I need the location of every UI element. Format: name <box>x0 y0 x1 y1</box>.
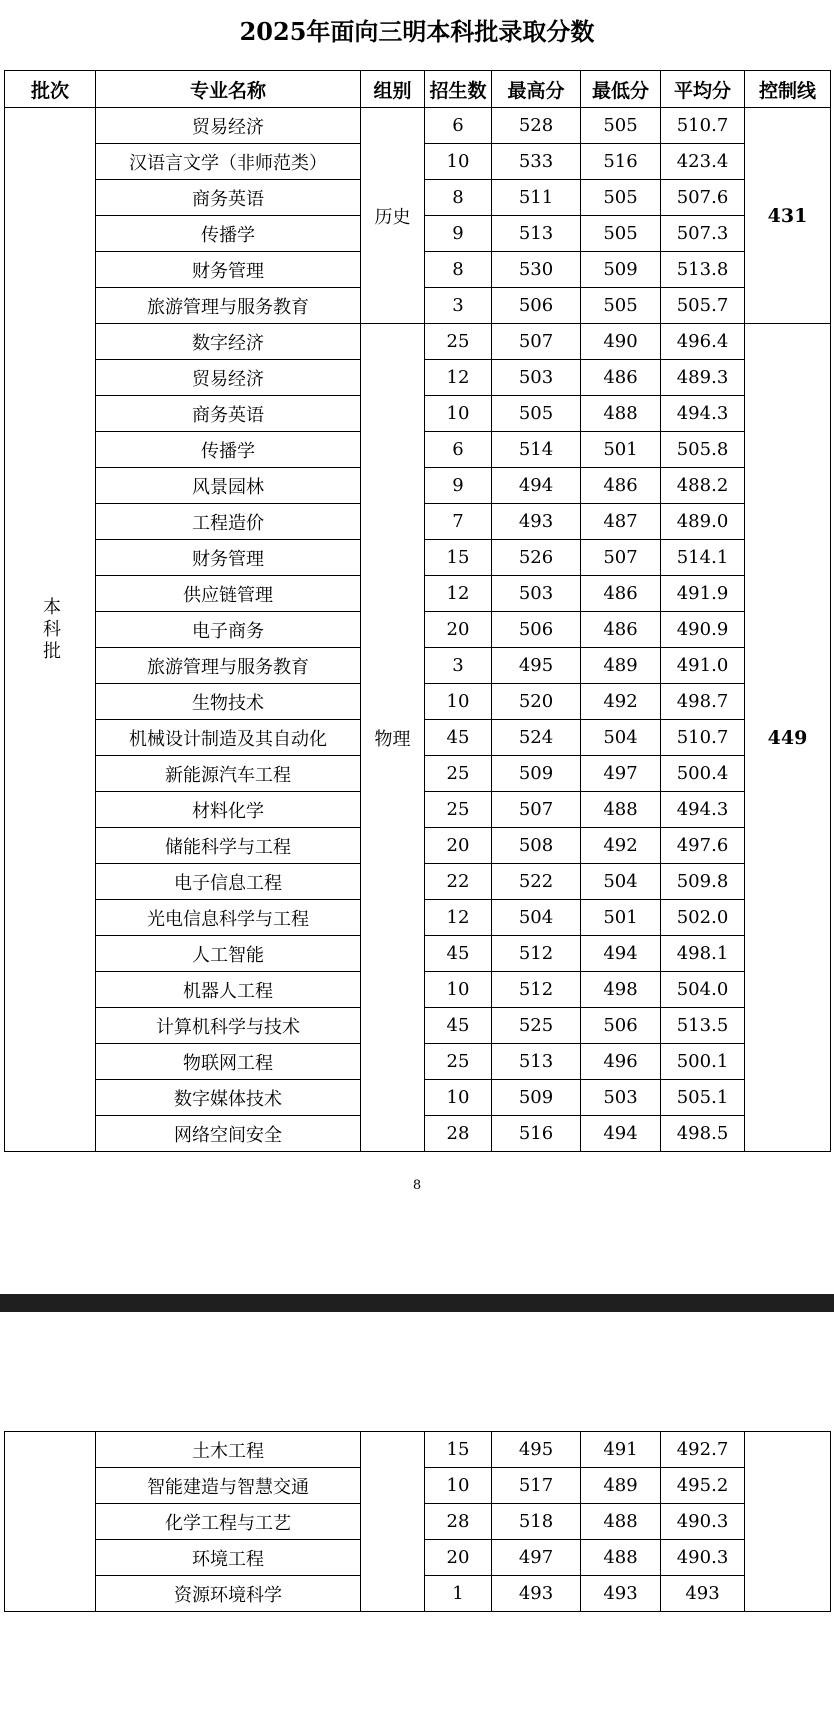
enrollment-cell: 8 <box>425 252 492 288</box>
major-name-cell: 旅游管理与服务教育 <box>96 288 361 324</box>
major-name-cell: 生物技术 <box>96 684 361 720</box>
max-score-cell: 505 <box>492 396 581 432</box>
min-score-cell: 509 <box>581 252 661 288</box>
min-score-cell: 504 <box>581 720 661 756</box>
avg-score-cell: 505.8 <box>661 432 745 468</box>
subject-group-cell <box>361 1432 425 1612</box>
major-name-cell: 材料化学 <box>96 792 361 828</box>
max-score-cell: 528 <box>492 108 581 144</box>
min-score-cell: 486 <box>581 576 661 612</box>
min-score-cell: 496 <box>581 1044 661 1080</box>
max-score-cell: 524 <box>492 720 581 756</box>
major-name-cell: 数字媒体技术 <box>96 1080 361 1116</box>
major-name-cell: 财务管理 <box>96 540 361 576</box>
min-score-cell: 494 <box>581 1116 661 1152</box>
enrollment-cell: 25 <box>425 792 492 828</box>
major-name-cell: 化学工程与工艺 <box>96 1504 361 1540</box>
avg-score-cell: 490.3 <box>661 1504 745 1540</box>
avg-score-cell: 492.7 <box>661 1432 745 1468</box>
max-score-cell: 504 <box>492 900 581 936</box>
min-score-cell: 486 <box>581 612 661 648</box>
major-name-cell: 工程造价 <box>96 504 361 540</box>
major-name-cell: 机械设计制造及其自动化 <box>96 720 361 756</box>
enrollment-cell: 28 <box>425 1504 492 1540</box>
avg-score-cell: 496.4 <box>661 324 745 360</box>
major-name-cell: 商务英语 <box>96 180 361 216</box>
avg-score-cell: 504.0 <box>661 972 745 1008</box>
max-score-cell: 525 <box>492 1008 581 1044</box>
enrollment-cell: 3 <box>425 648 492 684</box>
enrollment-cell: 22 <box>425 864 492 900</box>
min-score-cell: 505 <box>581 108 661 144</box>
avg-score-cell: 488.2 <box>661 468 745 504</box>
avg-score-cell: 505.1 <box>661 1080 745 1116</box>
major-name-cell: 供应链管理 <box>96 576 361 612</box>
min-score-cell: 491 <box>581 1432 661 1468</box>
major-name-cell: 商务英语 <box>96 396 361 432</box>
min-score-cell: 505 <box>581 180 661 216</box>
max-score-cell: 497 <box>492 1540 581 1576</box>
major-name-cell: 机器人工程 <box>96 972 361 1008</box>
table-row <box>5 1432 831 1468</box>
major-name-cell: 汉语言文学（非师范类） <box>96 144 361 180</box>
major-name-cell: 旅游管理与服务教育 <box>96 648 361 684</box>
avg-score-cell: 505.7 <box>661 288 745 324</box>
avg-score-cell: 502.0 <box>661 900 745 936</box>
avg-score-cell: 495.2 <box>661 1468 745 1504</box>
major-name-cell: 贸易经济 <box>96 360 361 396</box>
max-score-cell: 495 <box>492 648 581 684</box>
avg-score-cell: 491.9 <box>661 576 745 612</box>
major-name-cell: 贸易经济 <box>96 108 361 144</box>
major-name-cell: 光电信息科学与工程 <box>96 900 361 936</box>
major-name-cell: 土木工程 <box>96 1432 361 1468</box>
enrollment-cell: 12 <box>425 900 492 936</box>
avg-score-cell: 489.0 <box>661 504 745 540</box>
table-row <box>5 108 831 144</box>
major-name-cell: 网络空间安全 <box>96 1116 361 1152</box>
enrollment-cell: 28 <box>425 1116 492 1152</box>
min-score-cell: 486 <box>581 468 661 504</box>
enrollment-cell: 7 <box>425 504 492 540</box>
enrollment-cell: 10 <box>425 1468 492 1504</box>
major-name-cell: 风景园林 <box>96 468 361 504</box>
control-line-cell: 431 <box>745 108 831 324</box>
max-score-cell: 517 <box>492 1468 581 1504</box>
enrollment-cell: 20 <box>425 828 492 864</box>
max-score-cell: 509 <box>492 756 581 792</box>
min-score-cell: 516 <box>581 144 661 180</box>
major-name-cell: 电子商务 <box>96 612 361 648</box>
min-score-cell: 506 <box>581 1008 661 1044</box>
max-score-cell: 511 <box>492 180 581 216</box>
min-score-cell: 488 <box>581 1540 661 1576</box>
avg-score-cell: 509.8 <box>661 864 745 900</box>
min-score-cell: 504 <box>581 864 661 900</box>
table-row <box>5 324 831 360</box>
enrollment-cell: 25 <box>425 756 492 792</box>
column-header: 最低分 <box>581 71 661 108</box>
min-score-cell: 490 <box>581 324 661 360</box>
max-score-cell: 493 <box>492 504 581 540</box>
batch-cell <box>5 1432 96 1612</box>
max-score-cell: 520 <box>492 684 581 720</box>
major-name-cell: 物联网工程 <box>96 1044 361 1080</box>
avg-score-cell: 510.7 <box>661 108 745 144</box>
avg-score-cell: 513.5 <box>661 1008 745 1044</box>
column-header: 平均分 <box>661 71 745 108</box>
major-name-cell: 传播学 <box>96 432 361 468</box>
max-score-cell: 493 <box>492 1576 581 1612</box>
avg-score-cell: 514.1 <box>661 540 745 576</box>
avg-score-cell: 493 <box>661 1576 745 1612</box>
major-name-cell: 环境工程 <box>96 1540 361 1576</box>
major-name-cell: 电子信息工程 <box>96 864 361 900</box>
avg-score-cell: 513.8 <box>661 252 745 288</box>
major-name-cell: 人工智能 <box>96 936 361 972</box>
enrollment-cell: 20 <box>425 612 492 648</box>
avg-score-cell: 498.7 <box>661 684 745 720</box>
page-divider <box>0 1294 834 1312</box>
min-score-cell: 497 <box>581 756 661 792</box>
enrollment-cell: 10 <box>425 972 492 1008</box>
subject-group-cell: 历史 <box>361 108 425 324</box>
max-score-cell: 526 <box>492 540 581 576</box>
avg-score-cell: 494.3 <box>661 792 745 828</box>
batch-cell: 本科批 <box>5 108 96 1152</box>
column-header: 批次 <box>5 71 96 108</box>
max-score-cell: 514 <box>492 432 581 468</box>
avg-score-cell: 498.5 <box>661 1116 745 1152</box>
min-score-cell: 489 <box>581 648 661 684</box>
min-score-cell: 505 <box>581 216 661 252</box>
avg-score-cell: 500.1 <box>661 1044 745 1080</box>
avg-score-cell: 498.1 <box>661 936 745 972</box>
min-score-cell: 505 <box>581 288 661 324</box>
subject-group-cell: 物理 <box>361 324 425 1152</box>
max-score-cell: 513 <box>492 1044 581 1080</box>
max-score-cell: 518 <box>492 1504 581 1540</box>
enrollment-cell: 12 <box>425 576 492 612</box>
min-score-cell: 494 <box>581 936 661 972</box>
major-name-cell: 财务管理 <box>96 252 361 288</box>
avg-score-cell: 489.3 <box>661 360 745 396</box>
max-score-cell: 507 <box>492 792 581 828</box>
enrollment-cell: 10 <box>425 144 492 180</box>
max-score-cell: 506 <box>492 612 581 648</box>
avg-score-cell: 507.3 <box>661 216 745 252</box>
column-header: 最高分 <box>492 71 581 108</box>
avg-score-cell: 494.3 <box>661 396 745 432</box>
enrollment-cell: 10 <box>425 684 492 720</box>
min-score-cell: 493 <box>581 1576 661 1612</box>
continuation-table <box>4 1431 831 1612</box>
major-name-cell: 传播学 <box>96 216 361 252</box>
enrollment-cell: 12 <box>425 360 492 396</box>
max-score-cell: 512 <box>492 972 581 1008</box>
avg-score-cell: 491.0 <box>661 648 745 684</box>
enrollment-cell: 10 <box>425 396 492 432</box>
column-header: 控制线 <box>745 71 831 108</box>
column-header: 招生数 <box>425 71 492 108</box>
enrollment-cell: 6 <box>425 108 492 144</box>
min-score-cell: 501 <box>581 432 661 468</box>
major-name-cell: 新能源汽车工程 <box>96 756 361 792</box>
min-score-cell: 488 <box>581 1504 661 1540</box>
table-header-row <box>5 71 831 108</box>
max-score-cell: 506 <box>492 288 581 324</box>
major-name-cell: 智能建造与智慧交通 <box>96 1468 361 1504</box>
min-score-cell: 507 <box>581 540 661 576</box>
max-score-cell: 495 <box>492 1432 581 1468</box>
max-score-cell: 509 <box>492 1080 581 1116</box>
control-line-cell <box>745 1432 831 1612</box>
avg-score-cell: 497.6 <box>661 828 745 864</box>
enrollment-cell: 9 <box>425 468 492 504</box>
enrollment-cell: 15 <box>425 540 492 576</box>
page-number: 8 <box>412 1178 422 1193</box>
control-line-cell: 449 <box>745 324 831 1152</box>
min-score-cell: 486 <box>581 360 661 396</box>
min-score-cell: 492 <box>581 828 661 864</box>
avg-score-cell: 423.4 <box>661 144 745 180</box>
max-score-cell: 516 <box>492 1116 581 1152</box>
min-score-cell: 492 <box>581 684 661 720</box>
max-score-cell: 513 <box>492 216 581 252</box>
enrollment-cell: 45 <box>425 936 492 972</box>
max-score-cell: 503 <box>492 576 581 612</box>
enrollment-cell: 15 <box>425 1432 492 1468</box>
enrollment-cell: 25 <box>425 1044 492 1080</box>
max-score-cell: 507 <box>492 324 581 360</box>
max-score-cell: 503 <box>492 360 581 396</box>
max-score-cell: 508 <box>492 828 581 864</box>
min-score-cell: 488 <box>581 792 661 828</box>
major-name-cell: 资源环境科学 <box>96 1576 361 1612</box>
enrollment-cell: 3 <box>425 288 492 324</box>
avg-score-cell: 490.3 <box>661 1540 745 1576</box>
min-score-cell: 503 <box>581 1080 661 1116</box>
enrollment-cell: 6 <box>425 432 492 468</box>
column-header: 组别 <box>361 71 425 108</box>
min-score-cell: 489 <box>581 1468 661 1504</box>
major-name-cell: 储能科学与工程 <box>96 828 361 864</box>
min-score-cell: 498 <box>581 972 661 1008</box>
column-header: 专业名称 <box>96 71 361 108</box>
max-score-cell: 494 <box>492 468 581 504</box>
avg-score-cell: 507.6 <box>661 180 745 216</box>
avg-score-cell: 490.9 <box>661 612 745 648</box>
enrollment-cell: 25 <box>425 324 492 360</box>
enrollment-cell: 45 <box>425 720 492 756</box>
enrollment-cell: 8 <box>425 180 492 216</box>
max-score-cell: 512 <box>492 936 581 972</box>
enrollment-cell: 1 <box>425 1576 492 1612</box>
major-name-cell: 计算机科学与技术 <box>96 1008 361 1044</box>
max-score-cell: 530 <box>492 252 581 288</box>
min-score-cell: 487 <box>581 504 661 540</box>
avg-score-cell: 500.4 <box>661 756 745 792</box>
max-score-cell: 522 <box>492 864 581 900</box>
enrollment-cell: 9 <box>425 216 492 252</box>
enrollment-cell: 45 <box>425 1008 492 1044</box>
enrollment-cell: 20 <box>425 1540 492 1576</box>
min-score-cell: 501 <box>581 900 661 936</box>
page-title: 2025年面向三明本科批录取分数 <box>239 17 595 46</box>
max-score-cell: 533 <box>492 144 581 180</box>
min-score-cell: 488 <box>581 396 661 432</box>
avg-score-cell: 510.7 <box>661 720 745 756</box>
enrollment-cell: 10 <box>425 1080 492 1116</box>
major-name-cell: 数字经济 <box>96 324 361 360</box>
admission-score-table <box>4 70 831 1152</box>
